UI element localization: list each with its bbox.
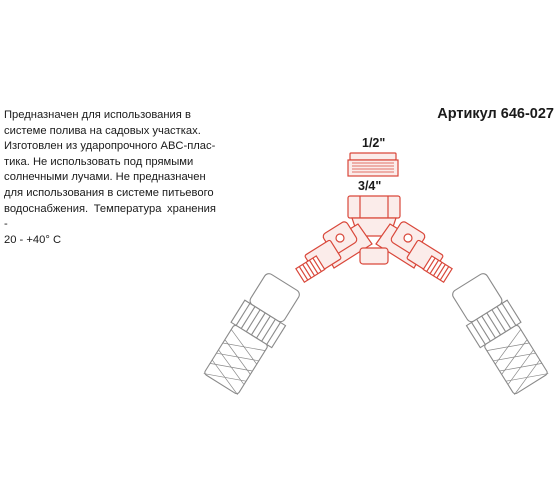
y-connector-hub [360, 248, 388, 264]
description-line: 20 - +40° C [4, 233, 62, 246]
description-line: для использования в системе питьевого [4, 186, 214, 199]
left-hose-assembly [200, 270, 304, 397]
thread-size-half-inch-label: 1/2" [362, 136, 386, 150]
description-line: тика. Не использовать под прямыми [4, 155, 194, 168]
article-number: Артикул 646-027 [437, 106, 554, 122]
description-line: Предназначен для использования в [4, 109, 191, 121]
thread-adapter [348, 153, 398, 176]
description-line: системе полива на садовых участках. [4, 124, 201, 137]
description-line: солнечными лучами. Не предназначен [4, 171, 206, 184]
description-line: Изготовлен из ударопрочного ABC-плас- [4, 140, 216, 153]
right-hose-assembly [447, 270, 551, 397]
thread-size-three-quarter-inch-label: 3/4" [358, 179, 382, 193]
description-line: водоснабжения. Температура хранения - [4, 202, 216, 231]
